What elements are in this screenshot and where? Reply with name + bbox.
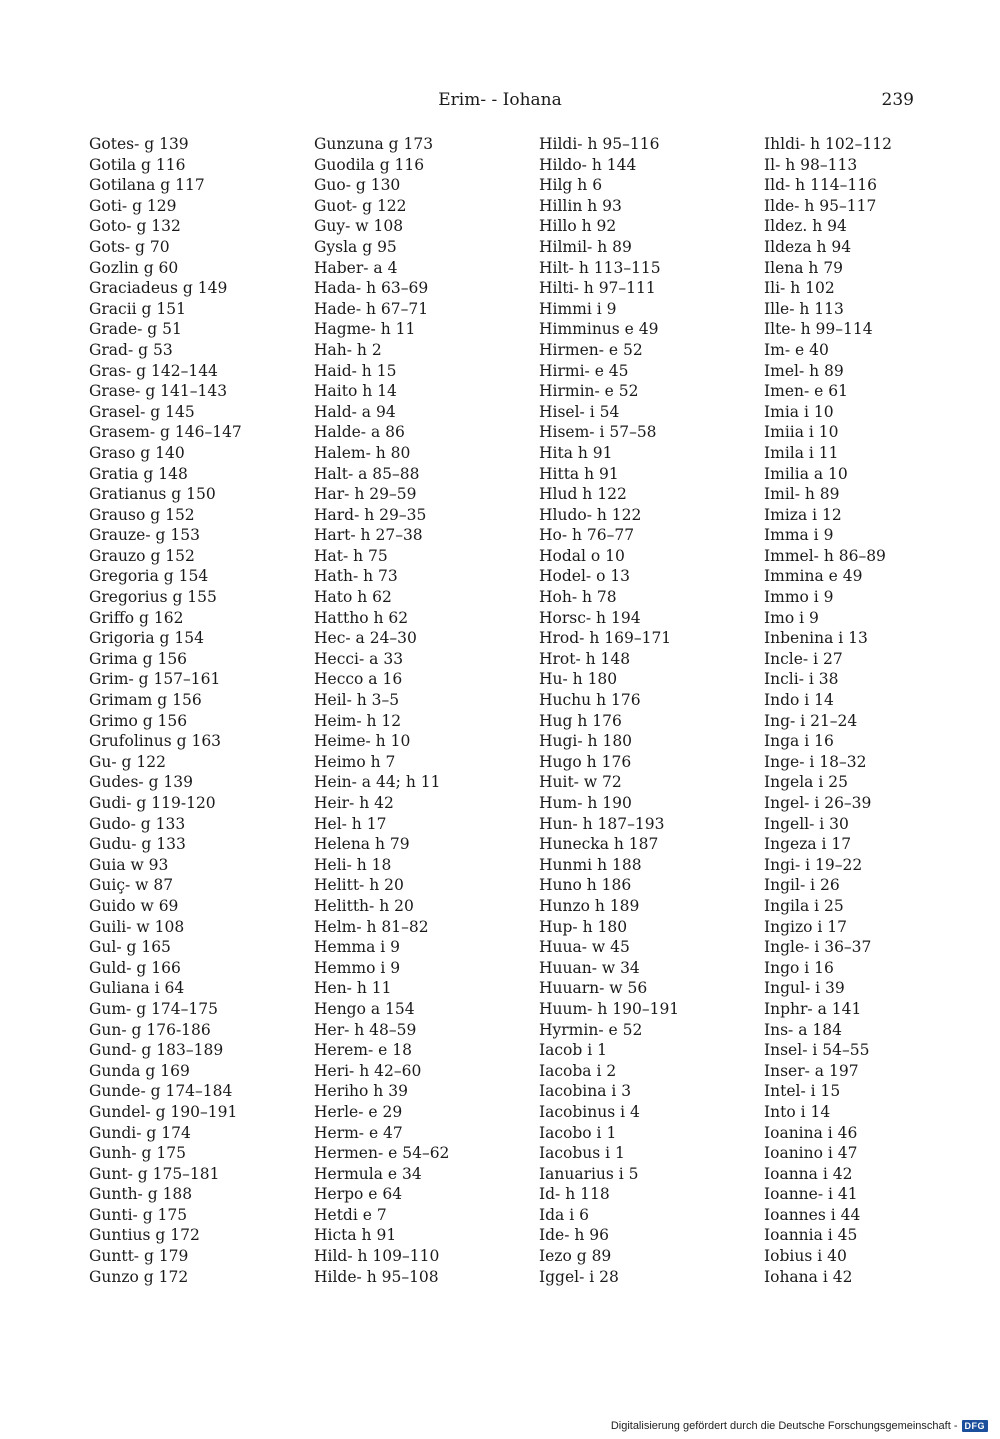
index-entry: Halem- h 80 <box>314 443 411 462</box>
index-entry: Huno h 186 <box>539 876 632 895</box>
index-entry: Guld- g 166 <box>89 958 181 977</box>
index-entry: Ingle- i 36–37 <box>764 938 872 957</box>
index-entry: Ingil- i 26 <box>764 876 840 895</box>
index-entry: Hengo a 154 <box>314 999 415 1018</box>
index-entry: Hilti- h 97–111 <box>539 279 656 298</box>
index-entry: Grigoria g 154 <box>89 629 204 648</box>
index-entry: Id- h 118 <box>539 1185 610 1204</box>
index-entry: Huua- w 45 <box>539 938 630 957</box>
index-entry: Hecci- a 33 <box>314 649 404 668</box>
index-entry: Ild- h 114–116 <box>764 176 877 195</box>
index-entry: Grim- g 157–161 <box>89 670 221 689</box>
index-entry: Iacob i 1 <box>539 1041 607 1060</box>
index-entry: Gunde- g 174–184 <box>89 1082 233 1101</box>
index-entry: Indo i 14 <box>764 691 834 710</box>
index-entry: Gun- g 176-186 <box>89 1020 211 1039</box>
index-entry: Heir- h 42 <box>314 794 394 812</box>
index-entry: Hlud h 122 <box>539 485 627 504</box>
index-entry: Hilde- h 95–108 <box>314 1267 439 1286</box>
index-entry: Horsc- h 194 <box>539 608 641 627</box>
index-entry: Intel- i 15 <box>764 1082 841 1101</box>
index-entry: Hug h 176 <box>539 711 622 730</box>
index-entry: Guy- w 108 <box>314 217 404 236</box>
index-entry: Ioannes i 44 <box>764 1205 861 1224</box>
index-entry: Grimam g 156 <box>89 691 202 710</box>
index-entry: Imo i 9 <box>764 608 819 627</box>
index-entry: Hodal o 10 <box>539 546 625 565</box>
index-entry: Hato h 62 <box>314 588 392 607</box>
index-entry: Herm- e 47 <box>314 1123 403 1142</box>
index-entry: Hetdi e 7 <box>314 1205 387 1224</box>
index-entry: Ingul- i 39 <box>764 979 845 998</box>
index-entry: Imila i 11 <box>764 443 839 462</box>
index-entry: Gras- g 142–144 <box>89 361 218 380</box>
index-entry: Gundel- g 190–191 <box>89 1102 238 1121</box>
index-column-4 <box>764 134 892 1287</box>
index-entry: Hart- h 27–38 <box>314 526 423 545</box>
index-entry: Ianuarius i 5 <box>539 1164 639 1183</box>
index-entry: Hemma i 9 <box>314 938 400 957</box>
index-entry: Hermen- e 54–62 <box>314 1144 450 1163</box>
index-entry: Guot- g 122 <box>314 196 407 215</box>
index-entry: Gunda g 169 <box>89 1061 190 1080</box>
index-entry: Immel- h 86–89 <box>764 546 886 565</box>
index-entry: Guili- w 108 <box>89 917 185 936</box>
index-entry: Griffo g 162 <box>89 608 184 627</box>
index-entry: Ins- a 184 <box>764 1020 842 1039</box>
index-entry: Hillo h 92 <box>539 217 617 236</box>
index-entry: Hirmi- e 45 <box>539 361 629 380</box>
index-entry: Ing- i 21–24 <box>764 711 858 730</box>
index-entry: Hisem- i 57–58 <box>539 423 657 442</box>
index-entry: Imia i 10 <box>764 402 834 421</box>
index-entry: Halde- a 86 <box>314 423 405 442</box>
index-entry: Grauzo g 152 <box>89 546 195 565</box>
index-entry: Ingell- i 30 <box>764 814 849 833</box>
digitization-credit <box>611 1419 988 1433</box>
index-entry: Hyrmin- e 52 <box>539 1020 643 1039</box>
index-entry: Gunth- g 188 <box>89 1185 193 1204</box>
index-entry: Ille- h 113 <box>764 299 844 318</box>
running-head: Erim- - Iohana <box>438 90 562 110</box>
index-entry: Hludo- h 122 <box>539 505 642 524</box>
index-entry: Hel- h 17 <box>314 814 387 833</box>
index-entry: Ioanne- i 41 <box>764 1185 858 1204</box>
index-entry: Huuarn- w 56 <box>539 979 648 998</box>
index-entry: Iezo g 89 <box>539 1247 612 1266</box>
index-entry: Har- h 29–59 <box>314 485 417 504</box>
index-entry: Himmi i 9 <box>539 299 617 318</box>
index-entry: Imiza i 12 <box>764 505 842 524</box>
index-entry: Heim- h 12 <box>314 711 402 730</box>
index-entry: Hald- a 94 <box>314 402 396 421</box>
index-entry: Iacobina i 3 <box>539 1082 632 1101</box>
index-entry: Iacoba i 2 <box>539 1061 617 1080</box>
index-entry: Gudes- g 139 <box>89 773 194 792</box>
index-entry: Grad- g 53 <box>89 340 173 359</box>
index-entry: Iacobinus i 4 <box>539 1102 640 1121</box>
index-entry: Gu- g 122 <box>89 752 166 771</box>
index-entry: Halt- a 85–88 <box>314 464 420 483</box>
index-entry: Hat- h 75 <box>314 546 388 565</box>
dfg-logo: DFG <box>962 1420 989 1432</box>
index-entry: Iacobus i 1 <box>539 1144 625 1163</box>
index-entry: Grasel- g 145 <box>89 402 195 421</box>
index-column-3 <box>539 134 679 1287</box>
index-entry: Ingizo i 17 <box>764 917 848 936</box>
index-entry: Heime- h 10 <box>314 732 411 751</box>
index-entry: Ilena h 79 <box>764 258 844 277</box>
index-entry: Graciadeus g 149 <box>89 279 228 298</box>
index-entry: Hita h 91 <box>539 443 613 462</box>
index-entry: Hattho h 62 <box>314 608 409 627</box>
index-entry: Grauso g 152 <box>89 505 195 524</box>
index-entry: Hilmil- h 89 <box>539 237 632 256</box>
index-columns <box>89 134 919 1294</box>
index-entry: Goto- g 132 <box>89 217 181 236</box>
index-entry: Gudi- g 119-120 <box>89 794 216 812</box>
index-entry: Gots- g 70 <box>89 237 170 256</box>
index-entry: Heri- h 42–60 <box>314 1061 422 1080</box>
index-entry: Imiia i 10 <box>764 423 839 442</box>
index-entry: Ho- h 76–77 <box>539 526 635 545</box>
index-entry: Iohana i 42 <box>764 1267 853 1286</box>
index-entry: Gracii g 151 <box>89 299 186 318</box>
index-entry: Gotila g 116 <box>89 155 186 174</box>
index-entry: Gotilana g 117 <box>89 176 205 195</box>
index-entry: Hicta h 91 <box>314 1226 397 1245</box>
index-entry: Ingi- i 19–22 <box>764 855 863 874</box>
index-entry: Grimo g 156 <box>89 711 188 730</box>
index-entry: Hoh- h 78 <box>539 588 617 607</box>
index-entry: Grade- g 51 <box>89 320 182 339</box>
index-entry: Grasem- g 146–147 <box>89 423 242 442</box>
index-entry: Ilte- h 99–114 <box>764 320 873 339</box>
index-entry: Hildo- h 144 <box>539 155 637 174</box>
index-entry: Im- e 40 <box>764 340 829 359</box>
index-entry: Hemmo i 9 <box>314 958 401 977</box>
index-entry: Gunt- g 175–181 <box>89 1164 220 1183</box>
index-entry: Guiç- w 87 <box>89 876 174 895</box>
index-entry: Guido w 69 <box>89 896 179 915</box>
index-entry: Haber- a 4 <box>314 258 398 277</box>
index-entry: Imma i 9 <box>764 526 834 545</box>
index-entry: Grauze- g 153 <box>89 526 200 545</box>
index-entry: Herle- e 29 <box>314 1102 403 1121</box>
index-entry: Ide- h 96 <box>539 1226 610 1245</box>
index-entry: Himminus e 49 <box>539 320 659 339</box>
index-entry: Helitth- h 20 <box>314 896 414 915</box>
index-entry: Hard- h 29–35 <box>314 505 427 524</box>
credit-text: Digitalisierung gefördert durch die Deutsche Forschungsgemeinschaft - <box>610 1420 958 1432</box>
index-entry: Il- h 98–113 <box>764 155 858 174</box>
index-entry: Helena h 79 <box>314 835 410 854</box>
index-entry: Goti- g 129 <box>89 196 177 215</box>
index-entry: Hagme- h 11 <box>314 320 416 339</box>
index-entry: Hen- h 11 <box>314 979 392 998</box>
index-entry: Huchu h 176 <box>539 691 641 710</box>
index-entry: Gotes- g 139 <box>89 135 189 153</box>
index-entry: Gudo- g 133 <box>89 814 186 833</box>
index-entry: Graso g 140 <box>89 443 185 462</box>
index-entry: Heli- h 18 <box>314 855 392 874</box>
index-entry: Guntt- g 179 <box>89 1247 189 1266</box>
index-entry: Hunzo h 189 <box>539 896 640 915</box>
index-entry: Hildi- h 95–116 <box>539 135 660 153</box>
index-entry: Ioannia i 45 <box>764 1226 858 1245</box>
index-entry: Hermula e 34 <box>314 1164 422 1183</box>
index-entry: Incli- i 38 <box>764 670 839 689</box>
index-entry: Haito h 14 <box>314 382 397 401</box>
index-entry: Inga i 16 <box>764 732 834 751</box>
index-entry: Hillin h 93 <box>539 196 622 215</box>
index-entry: Hec- a 24–30 <box>314 629 417 648</box>
index-entry: Gum- g 174–175 <box>89 999 218 1018</box>
index-entry: Insel- i 54–55 <box>764 1041 870 1060</box>
index-entry: Hada- h 63–69 <box>314 279 429 298</box>
index-entry: Huum- h 190–191 <box>539 999 680 1018</box>
index-entry: Immina e 49 <box>764 567 863 586</box>
index-entry: Gudu- g 133 <box>89 835 186 854</box>
index-entry: Hitta h 91 <box>539 464 619 483</box>
index-entry: Grima g 156 <box>89 649 188 668</box>
index-entry: Ihldi- h 102–112 <box>764 135 892 153</box>
index-entry: Hodel- o 13 <box>539 567 631 586</box>
index-entry: Guodila g 116 <box>314 155 425 174</box>
index-entry: Gunti- g 175 <box>89 1205 188 1224</box>
index-entry: Hugo h 176 <box>539 752 632 771</box>
index-entry: Inphr- a 141 <box>764 999 862 1018</box>
index-entry: Iggel- i 28 <box>539 1267 619 1286</box>
index-column-2 <box>314 134 449 1287</box>
index-entry: Heimo h 7 <box>314 752 396 771</box>
index-entry: Hirmen- e 52 <box>539 340 643 359</box>
index-entry: Imen- e 61 <box>764 382 848 401</box>
index-entry: Hein- a 44; h 11 <box>314 773 441 792</box>
index-entry: Hath- h 73 <box>314 567 398 586</box>
index-entry: Gul- g 165 <box>89 938 171 957</box>
index-entry: Her- h 48–59 <box>314 1020 417 1039</box>
index-entry: Ioanna i 42 <box>764 1164 853 1183</box>
index-entry: Immo i 9 <box>764 588 834 607</box>
index-entry: Heil- h 3–5 <box>314 691 400 710</box>
index-entry: Guliana i 64 <box>89 979 185 998</box>
index-entry: Ingela i 25 <box>764 773 848 792</box>
index-entry: Hirmin- e 52 <box>539 382 639 401</box>
index-entry: Inge- i 18–32 <box>764 752 867 771</box>
index-entry: Helm- h 81–82 <box>314 917 429 936</box>
index-entry: Hunecka h 187 <box>539 835 659 854</box>
index-entry: Herem- e 18 <box>314 1041 412 1060</box>
index-entry: Ildeza h 94 <box>764 237 852 256</box>
index-entry: Gunh- g 175 <box>89 1144 186 1163</box>
index-entry: Hum- h 190 <box>539 794 632 812</box>
index-entry: Guia w 93 <box>89 855 169 874</box>
index-entry: Helitt- h 20 <box>314 876 404 895</box>
index-entry: Hrod- h 169–171 <box>539 629 672 648</box>
index-entry: Inbenina i 13 <box>764 629 868 648</box>
index-entry: Hugi- h 180 <box>539 732 633 751</box>
index-entry: Imel- h 89 <box>764 361 844 380</box>
index-entry: Ingila i 25 <box>764 896 844 915</box>
index-entry: Ildez. h 94 <box>764 217 847 236</box>
index-entry: Huuan- w 34 <box>539 958 640 977</box>
index-entry: Hild- h 109–110 <box>314 1247 440 1266</box>
index-entry: Hilg h 6 <box>539 176 603 195</box>
index-entry: Into i 14 <box>764 1102 831 1121</box>
index-entry: Haid- h 15 <box>314 361 397 380</box>
index-entry: Gysla g 95 <box>314 237 397 256</box>
index-entry: Guntius g 172 <box>89 1226 200 1245</box>
index-entry: Gregorius g 155 <box>89 588 217 607</box>
index-column-1 <box>89 134 242 1287</box>
index-entry: Hun- h 187–193 <box>539 814 665 833</box>
index-entry: Ida i 6 <box>539 1205 589 1224</box>
index-entry: Hecco a 16 <box>314 670 403 689</box>
index-entry: Gozlin g 60 <box>89 258 179 277</box>
index-entry: Grufolinus g 163 <box>89 732 222 751</box>
index-entry: Ioanino i 47 <box>764 1144 858 1163</box>
index-entry: Hade- h 67–71 <box>314 299 429 318</box>
page-number: 239 <box>881 90 914 110</box>
index-entry: Imilia a 10 <box>764 464 848 483</box>
index-entry: Huit- w 72 <box>539 773 622 792</box>
index-entry: Hilt- h 113–115 <box>539 258 661 277</box>
index-entry: Ingo i 16 <box>764 958 834 977</box>
index-entry: Ingeza i 17 <box>764 835 852 854</box>
index-entry: Gund- g 183–189 <box>89 1041 224 1060</box>
index-entry: Gundi- g 174 <box>89 1123 191 1142</box>
index-entry: Herpo e 64 <box>314 1185 403 1204</box>
index-entry: Ili- h 102 <box>764 279 835 298</box>
index-entry: Inser- a 197 <box>764 1061 859 1080</box>
index-entry: Gratianus g 150 <box>89 485 216 504</box>
index-entry: Ingel- i 26–39 <box>764 794 872 812</box>
index-entry: Hisel- i 54 <box>539 402 620 421</box>
index-entry: Hu- h 180 <box>539 670 618 689</box>
index-entry: Hunmi h 188 <box>539 855 642 874</box>
index-entry: Gratia g 148 <box>89 464 188 483</box>
index-entry: Heriho h 39 <box>314 1082 408 1101</box>
index-entry: Imil- h 89 <box>764 485 840 504</box>
index-entry: Gunzo g 172 <box>89 1267 189 1286</box>
index-entry: Hup- h 180 <box>539 917 628 936</box>
index-entry: Iobius i 40 <box>764 1247 847 1266</box>
index-entry: Hah- h 2 <box>314 340 382 359</box>
index-entry: Ioanina i 46 <box>764 1123 858 1142</box>
index-entry: Hrot- h 148 <box>539 649 631 668</box>
index-entry: Grase- g 141–143 <box>89 382 228 401</box>
index-entry: Guo- g 130 <box>314 176 401 195</box>
index-entry: Iacobo i 1 <box>539 1123 617 1142</box>
index-entry: Gunzuna g 173 <box>314 135 434 153</box>
index-entry: Gregoria g 154 <box>89 567 209 586</box>
index-entry: Ilde- h 95–117 <box>764 196 877 215</box>
index-entry: Incle- i 27 <box>764 649 843 668</box>
